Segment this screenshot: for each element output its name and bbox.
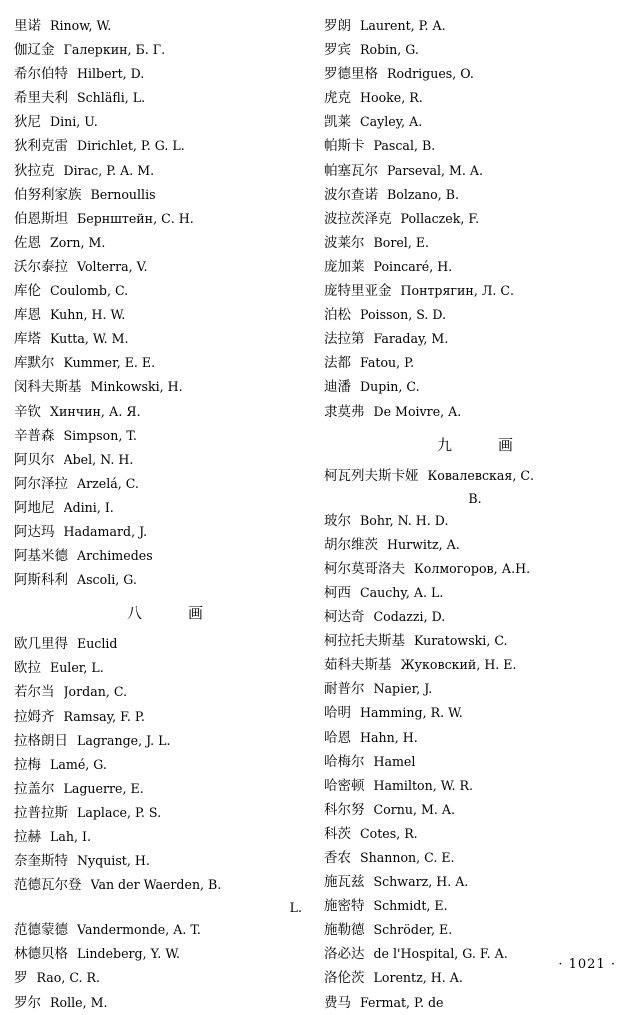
entry-latin: Poincaré, H. bbox=[373, 258, 453, 274]
list-item bbox=[14, 729, 316, 753]
entry-chinese: 柯尔莫哥洛夫 bbox=[324, 560, 405, 577]
entry-chinese: 拉梅 bbox=[14, 756, 41, 773]
entry-latin: Hooke, R. bbox=[360, 90, 423, 106]
list-item bbox=[324, 327, 626, 351]
list-item bbox=[14, 942, 316, 966]
entry-latin: Dirichlet, P. G. L. bbox=[77, 138, 185, 154]
left-column bbox=[10, 14, 320, 1015]
list-item bbox=[14, 825, 316, 849]
entry-latin: Coulomb, C. bbox=[50, 283, 129, 299]
entry-latin-continuation: L. bbox=[289, 900, 302, 916]
list-item bbox=[14, 231, 316, 255]
entry-latin: Kuratowski, C. bbox=[414, 633, 508, 649]
entry-latin: Parseval, M. A. bbox=[387, 162, 484, 178]
entry-chinese: 辛普森 bbox=[14, 427, 55, 444]
entry-chinese: 拉格朗日 bbox=[14, 732, 68, 749]
list-item bbox=[324, 231, 626, 255]
entry-chinese: 欧几里得 bbox=[14, 636, 68, 653]
list-item bbox=[324, 159, 626, 183]
entry-chinese: 林德贝格 bbox=[14, 946, 68, 963]
entry-chinese: 欧拉 bbox=[14, 660, 41, 677]
list-item bbox=[324, 351, 626, 375]
entry-latin: Shannon, C. E. bbox=[360, 850, 455, 865]
entry-chinese: 狄拉克 bbox=[14, 162, 55, 179]
list-item bbox=[324, 918, 626, 942]
entry-chinese: 波莱尔 bbox=[324, 234, 365, 251]
entry-latin: Kummer, E. E. bbox=[63, 355, 156, 371]
entry-chinese: 洛伦茨 bbox=[324, 970, 365, 987]
entry-chinese: 拉普拉斯 bbox=[14, 804, 68, 821]
entry-latin: Hurwitz, A. bbox=[387, 536, 460, 552]
entry-chinese: 阿斯科利 bbox=[14, 572, 68, 589]
entry-latin: Hamel bbox=[373, 753, 416, 769]
entry-latin: Abel, N. H. bbox=[63, 451, 134, 467]
entry-chinese: 哈明 bbox=[324, 705, 351, 722]
entry-chinese: 阿贝尔 bbox=[14, 451, 55, 468]
entry-latin: Jordan, C. bbox=[63, 684, 128, 700]
entry-latin: Lah, I. bbox=[50, 829, 91, 844]
entry-chinese: 耐普尔 bbox=[324, 681, 365, 698]
entry-chinese: 茹科夫斯基 bbox=[324, 657, 392, 674]
entry-latin: Schmidt, E. bbox=[373, 898, 448, 914]
entry-chinese: 哈恩 bbox=[324, 729, 351, 746]
list-item bbox=[14, 918, 316, 942]
entry-latin-continuation: B. bbox=[468, 490, 482, 506]
list-item bbox=[14, 327, 316, 351]
entry-chinese: 胡尔维茨 bbox=[324, 536, 378, 553]
entry-chinese: 柯西 bbox=[324, 584, 351, 601]
list-item bbox=[324, 509, 626, 533]
entry-chinese: 庞加莱 bbox=[324, 258, 365, 275]
entry-chinese: 柯达奇 bbox=[324, 609, 365, 626]
entry-latin: Robin, G. bbox=[360, 42, 419, 58]
list-item bbox=[324, 677, 626, 701]
entry-latin: Fatou, P. bbox=[360, 355, 415, 371]
entry-latin: Ковалевская, С. bbox=[427, 467, 534, 483]
list-item bbox=[324, 750, 626, 774]
list-item bbox=[14, 496, 316, 520]
list-item bbox=[14, 520, 316, 544]
entry-chinese: 阿地尼 bbox=[14, 499, 55, 516]
entry-chinese: 闵科夫斯基 bbox=[14, 379, 82, 396]
entry-latin: Pascal, B. bbox=[373, 138, 436, 154]
list-item bbox=[324, 303, 626, 327]
entry-chinese: 罗宾 bbox=[324, 42, 351, 59]
entry-chinese: 狄利克雷 bbox=[14, 138, 68, 155]
list-item bbox=[14, 632, 316, 656]
entry-chinese: 罗德里格 bbox=[324, 66, 378, 83]
entry-chinese: 希尔伯特 bbox=[14, 66, 68, 83]
entry-latin: Lorentz, H. A. bbox=[373, 970, 463, 986]
section-heading-nine-strokes bbox=[324, 430, 626, 460]
entry-latin: Pollaczek, F. bbox=[400, 210, 480, 226]
list-item bbox=[324, 38, 626, 62]
entry-latin: Schläfli, L. bbox=[77, 90, 146, 106]
entry-chinese: 阿基米德 bbox=[14, 548, 68, 565]
section-heading-number: 八 bbox=[126, 604, 142, 623]
entry-latin: Колмогоров, А.Н. bbox=[414, 560, 531, 576]
entry-chinese: 帕斯卡 bbox=[324, 138, 365, 155]
list-item bbox=[14, 134, 316, 158]
list-item bbox=[324, 86, 626, 110]
list-item bbox=[14, 801, 316, 825]
entry-chinese: 里诺 bbox=[14, 18, 41, 34]
list-item bbox=[324, 533, 626, 557]
list-item bbox=[14, 279, 316, 303]
entry-chinese: 虎克 bbox=[324, 90, 351, 107]
entry-chinese: 泊松 bbox=[324, 307, 351, 324]
list-item bbox=[14, 303, 316, 327]
entry-latin: Cotes, R. bbox=[360, 825, 418, 841]
entry-chinese: 施勒德 bbox=[324, 922, 365, 939]
entry-chinese: 施瓦兹 bbox=[324, 874, 365, 891]
page-number: · 1021 · bbox=[558, 957, 616, 972]
entry-chinese: 罗尔 bbox=[14, 994, 41, 1011]
list-item bbox=[14, 183, 316, 207]
entry-latin: Rodrigues, O. bbox=[387, 66, 474, 82]
entry-chinese: 庞特里亚金 bbox=[324, 283, 392, 300]
entry-chinese: 法拉第 bbox=[324, 331, 365, 348]
entry-latin: Archimedes bbox=[77, 548, 153, 564]
entry-chinese: 伽辽金 bbox=[14, 42, 55, 59]
entry-chinese: 伯恩斯坦 bbox=[14, 210, 68, 227]
list-item bbox=[324, 629, 626, 653]
list-item bbox=[324, 605, 626, 629]
list-item bbox=[324, 14, 626, 38]
entry-latin: Borel, E. bbox=[373, 234, 430, 250]
list-item bbox=[14, 991, 316, 1015]
entry-latin: Van der Waerden, B. bbox=[90, 877, 222, 893]
entry-chinese: 伯努利家族 bbox=[14, 186, 82, 203]
list-item bbox=[14, 14, 316, 38]
list-item bbox=[324, 581, 626, 605]
list-item bbox=[14, 400, 316, 424]
entry-latin: Cornu, M. A. bbox=[373, 801, 455, 817]
entry-latin: Bohr, N. H. D. bbox=[360, 512, 449, 528]
entry-latin: de l'Hospital, G. F. A. bbox=[373, 946, 508, 962]
entry-latin: Хинчин, А. Я. bbox=[50, 403, 141, 419]
entry-latin: Lagrange, J. L. bbox=[77, 732, 171, 748]
list-item bbox=[14, 159, 316, 183]
list-item bbox=[324, 894, 626, 918]
entry-chinese: 罗 bbox=[14, 970, 28, 987]
entry-latin: Hamming, R. W. bbox=[360, 705, 463, 721]
list-item bbox=[324, 110, 626, 134]
list-item bbox=[14, 255, 316, 279]
list-item bbox=[324, 774, 626, 798]
entry-chinese: 哈梅尔 bbox=[324, 753, 365, 770]
entry-latin: Lindeberg, Y. W. bbox=[77, 946, 181, 962]
entry-latin: Schröder, E. bbox=[373, 922, 453, 938]
entry-chinese: 费马 bbox=[324, 994, 351, 1011]
list-item bbox=[324, 207, 626, 231]
entry-latin: Euler, L. bbox=[50, 660, 104, 676]
entry-latin: Codazzi, D. bbox=[373, 609, 446, 625]
entry-chinese: 玻尔 bbox=[324, 512, 351, 529]
entry-latin: Hilbert, D. bbox=[77, 66, 145, 82]
list-item bbox=[14, 777, 316, 801]
section-heading-unit: 画 bbox=[188, 604, 204, 623]
entry-chinese: 狄尼 bbox=[14, 114, 41, 131]
entry-latin: Kuhn, H. W. bbox=[50, 307, 126, 323]
list-item bbox=[14, 680, 316, 704]
list-item bbox=[324, 464, 626, 488]
entry-latin: De Moivre, A. bbox=[373, 403, 462, 419]
entry-latin: Lamé, G. bbox=[50, 756, 107, 772]
entry-chinese: 库默尔 bbox=[14, 355, 55, 372]
list-item bbox=[14, 424, 316, 448]
entry-latin: Понтрягин, Л. С. bbox=[400, 283, 514, 299]
entry-chinese: 范德瓦尔登 bbox=[14, 877, 82, 894]
list-item bbox=[14, 110, 316, 134]
entry-latin: Laurent, P. A. bbox=[360, 18, 446, 33]
entry-chinese: 香农 bbox=[324, 850, 351, 866]
entry-chinese: 波尔查诺 bbox=[324, 186, 378, 203]
list-item bbox=[324, 183, 626, 207]
list-item bbox=[14, 472, 316, 496]
entry-chinese: 拉赫 bbox=[14, 829, 41, 845]
entry-latin: Жуковский, Н. Е. bbox=[400, 657, 517, 673]
entry-latin: Ascoli, G. bbox=[77, 572, 137, 588]
entry-chinese: 科尔努 bbox=[324, 801, 365, 818]
list-item bbox=[324, 870, 626, 894]
entry-chinese: 帕塞瓦尔 bbox=[324, 162, 378, 179]
list-item bbox=[324, 701, 626, 725]
entry-chinese: 希里夫利 bbox=[14, 90, 68, 107]
list-item bbox=[14, 873, 316, 897]
entry-latin: Rinow, W. bbox=[50, 18, 112, 33]
list-item bbox=[14, 375, 316, 399]
entry-latin: Kutta, W. M. bbox=[50, 331, 129, 347]
entry-latin: Fermat, P. de bbox=[360, 994, 444, 1010]
entry-latin: Adini, I. bbox=[63, 499, 114, 515]
list-item bbox=[324, 846, 626, 870]
entry-chinese: 库恩 bbox=[14, 307, 41, 324]
entry-latin: Poisson, S. D. bbox=[360, 307, 447, 323]
list-item bbox=[14, 544, 316, 568]
entry-chinese: 洛必达 bbox=[324, 946, 365, 963]
entry-chinese: 哈密顿 bbox=[324, 777, 365, 794]
list-item bbox=[14, 351, 316, 375]
entry-latin: Bernoullis bbox=[90, 186, 156, 202]
entry-latin: Cauchy, A. L. bbox=[360, 584, 444, 600]
entry-latin: Rolle, M. bbox=[50, 994, 108, 1010]
list-item bbox=[14, 568, 316, 592]
entry-chinese: 隶莫弗 bbox=[324, 403, 365, 420]
list-item bbox=[14, 753, 316, 777]
entry-latin: Hamilton, W. R. bbox=[373, 777, 473, 793]
entry-latin: Arzelá, C. bbox=[77, 475, 139, 491]
list-item bbox=[324, 255, 626, 279]
entry-latin: Schwarz, H. A. bbox=[373, 874, 469, 890]
entry-latin: Bolzano, B. bbox=[387, 186, 459, 202]
entry-chinese: 拉盖尔 bbox=[14, 780, 55, 797]
entry-latin: Laguerre, E. bbox=[63, 780, 144, 796]
list-item bbox=[324, 798, 626, 822]
list-item bbox=[324, 62, 626, 86]
entry-chinese: 奈奎斯特 bbox=[14, 853, 68, 870]
list-item bbox=[324, 991, 626, 1015]
entry-chinese: 拉姆齐 bbox=[14, 708, 55, 725]
list-item bbox=[14, 86, 316, 110]
list-item bbox=[14, 38, 316, 62]
entry-latin: Simpson, T. bbox=[63, 427, 137, 443]
list-item bbox=[324, 279, 626, 303]
entry-chinese: 科茨 bbox=[324, 825, 351, 842]
entry-chinese: 法都 bbox=[324, 355, 351, 372]
section-heading-number: 九 bbox=[436, 435, 452, 454]
list-item bbox=[324, 400, 626, 424]
list-item bbox=[14, 849, 316, 873]
entry-chinese: 沃尔泰拉 bbox=[14, 258, 68, 275]
entry-chinese: 库伦 bbox=[14, 283, 41, 300]
entry-latin: Vandermonde, A. T. bbox=[77, 922, 201, 938]
list-item bbox=[14, 656, 316, 680]
entry-latin: Euclid bbox=[77, 636, 118, 652]
entry-chinese: 阿尔泽拉 bbox=[14, 475, 68, 492]
entry-latin: Rao, C. R. bbox=[36, 970, 101, 986]
entry-chinese: 柯瓦列夫斯卡娅 bbox=[324, 467, 419, 484]
entry-latin: Zorn, M. bbox=[50, 234, 106, 250]
entry-chinese: 迪潘 bbox=[324, 379, 351, 396]
list-item bbox=[324, 134, 626, 158]
entry-latin: Laplace, P. S. bbox=[77, 804, 162, 820]
entry-chinese: 波拉茨泽克 bbox=[324, 210, 392, 227]
entry-chinese: 辛钦 bbox=[14, 403, 41, 420]
entry-latin: Napier, J. bbox=[373, 681, 433, 697]
entry-latin: Бернштейн, С. Н. bbox=[77, 210, 194, 226]
list-item bbox=[14, 448, 316, 472]
list-item bbox=[14, 62, 316, 86]
entry-latin: Nyquist, H. bbox=[77, 853, 150, 869]
list-item bbox=[324, 653, 626, 677]
section-heading-eight-strokes bbox=[14, 598, 316, 628]
list-item bbox=[324, 822, 626, 846]
entry-latin: Dini, U. bbox=[50, 114, 98, 130]
right-column bbox=[320, 14, 630, 1015]
entry-chinese: 阿达玛 bbox=[14, 523, 55, 540]
entry-latin: Dirac, P. A. M. bbox=[63, 162, 155, 178]
entry-latin: Minkowski, H. bbox=[90, 379, 183, 395]
entry-chinese: 柯拉托夫斯基 bbox=[324, 633, 405, 650]
entry-latin: Галеркин, Б. Г. bbox=[63, 42, 166, 58]
list-item bbox=[14, 966, 316, 990]
list-item bbox=[14, 705, 316, 729]
entry-chinese: 范德蒙德 bbox=[14, 922, 68, 939]
list-item bbox=[324, 557, 626, 581]
entry-chinese: 凯莱 bbox=[324, 114, 351, 131]
entry-chinese: 库塔 bbox=[14, 331, 41, 348]
entry-chinese: 佐恩 bbox=[14, 234, 41, 251]
list-item bbox=[14, 207, 316, 231]
entry-chinese: 罗朗 bbox=[324, 18, 351, 34]
list-item bbox=[324, 375, 626, 399]
entry-chinese: 若尔当 bbox=[14, 684, 55, 701]
entry-latin: Faraday, M. bbox=[373, 331, 449, 347]
entry-latin: Ramsay, F. P. bbox=[63, 708, 145, 724]
entry-latin: Volterra, V. bbox=[77, 258, 148, 274]
entry-latin: Cayley, A. bbox=[360, 114, 423, 130]
entry-chinese: 施密特 bbox=[324, 898, 365, 915]
entry-latin: Hadamard, J. bbox=[63, 523, 148, 539]
entry-latin: Hahn, H. bbox=[360, 729, 418, 745]
entry-latin: Dupin, C. bbox=[360, 379, 420, 395]
section-heading-unit: 画 bbox=[498, 435, 514, 454]
list-item bbox=[324, 726, 626, 750]
